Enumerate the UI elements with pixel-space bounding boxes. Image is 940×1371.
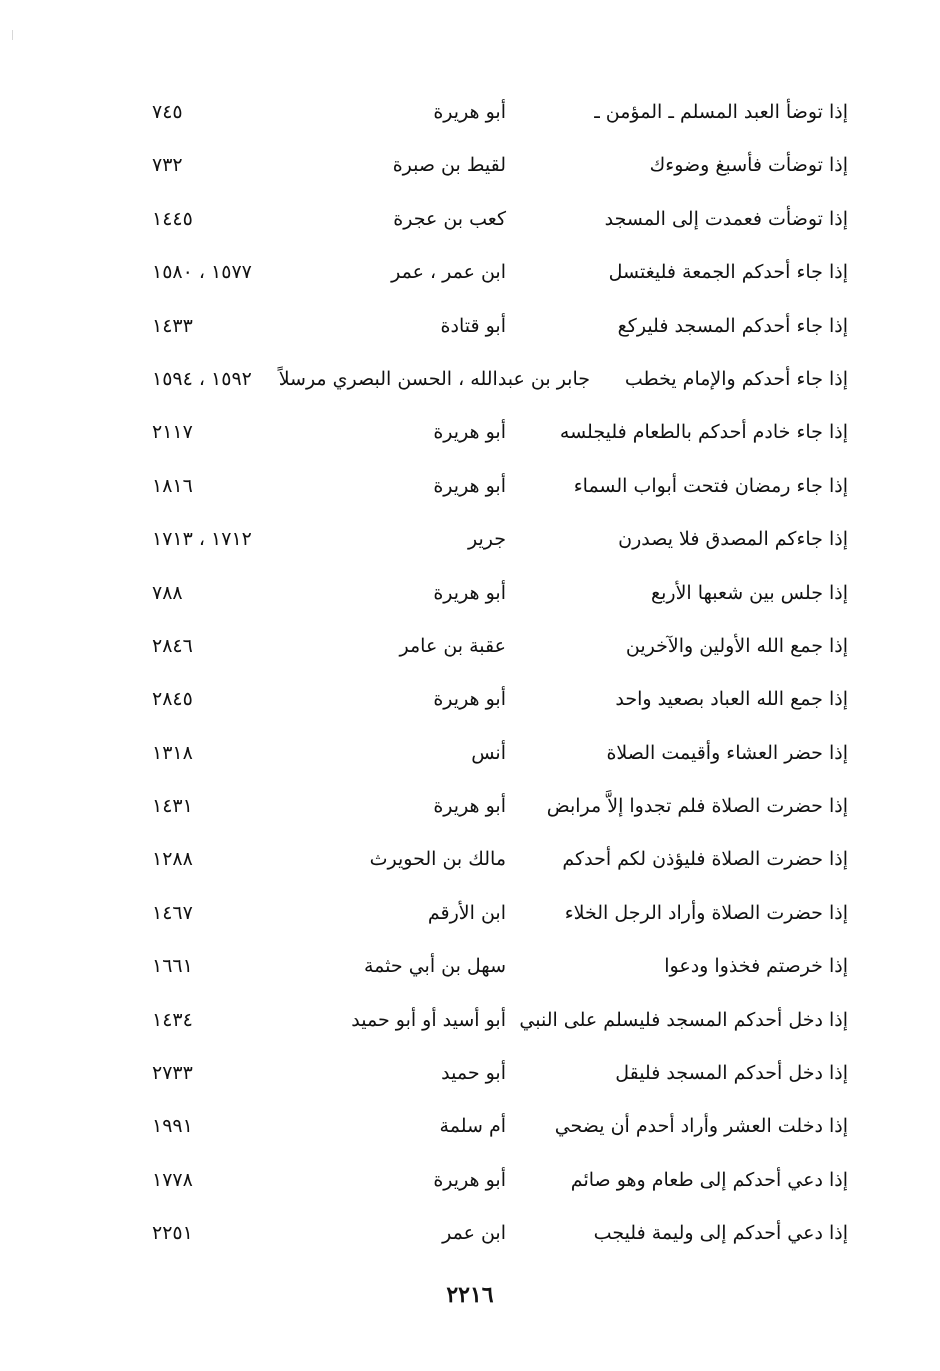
hadith-number: ٢٢٥١: [152, 1222, 193, 1245]
table-row: [140, 300, 852, 353]
hadith-text: إذا دعي أحدكم إلى وليمة فليجب: [593, 1222, 848, 1245]
hadith-number: ٧٣٢: [152, 154, 183, 177]
narrator-name: أبو قتادة: [440, 314, 506, 337]
hadith-text: إذا دخل أحدكم المسجد فليسلم على النبي: [519, 1008, 848, 1031]
narrator-name: أبو هريرة: [433, 1168, 506, 1191]
hadith-text: إذا جمع الله الأولين والآخرين: [625, 634, 848, 657]
hadith-text: إذا جاء أحدكم المسجد فليركع: [617, 314, 848, 337]
table-row: [140, 620, 852, 673]
hadith-index-table: [140, 86, 852, 1261]
table-row: [140, 246, 852, 299]
hadith-text: إذا جاءكم المصدق فلا يصدرن: [618, 528, 848, 551]
narrator-name: ابن عمر ، عمر: [391, 261, 506, 284]
narrator-name: جرير: [468, 528, 506, 551]
hadith-number: ١٤٣٣: [152, 314, 193, 337]
table-row: [140, 833, 852, 886]
table-row: [140, 1207, 852, 1260]
hadith-text: إذا دخل أحدكم المسجد فليقل: [615, 1062, 848, 1085]
narrator-name: ابن الأرقم: [427, 901, 506, 924]
hadith-number: ١٥٩٢ ، ١٥٩٤: [152, 367, 252, 390]
narrator-name: سهل بن أبي حثمة: [364, 955, 506, 978]
hadith-text: إذا جاء أحدكم والإمام يخطب: [624, 367, 848, 390]
hadith-number: ١٦٦١: [152, 955, 193, 978]
narrator-name: أبو أسيد أو أبو حميد: [351, 1008, 506, 1031]
hadith-text: إذا توضأت فعمدت إلى المسجد: [604, 207, 848, 230]
table-row: [140, 353, 852, 406]
scan-margin-mark: [12, 30, 13, 40]
hadith-text: إذا توضأ العبد المسلم ـ المؤمن ـ: [594, 101, 848, 123]
hadith-number: ٧٨٨: [152, 581, 183, 604]
narrator-name: أنس: [471, 741, 506, 764]
table-row: [140, 673, 852, 726]
table-row: [140, 193, 852, 246]
table-row: [140, 567, 852, 620]
narrator-name: جابر بن عبدالله ، الحسن البصري مرسلاً: [278, 367, 590, 390]
hadith-text: إذا جمع الله العباد بصعيد واحد: [615, 688, 848, 711]
narrator-name: عقبة بن عامر: [399, 634, 506, 657]
hadith-number: ٢٨٤٥: [152, 688, 193, 711]
narrator-name: لقيط بن صبرة: [392, 154, 506, 177]
hadith-text: إذا جاء رمضان فتحت أبواب السماء: [573, 474, 848, 497]
hadith-number: ٢٨٤٦: [152, 634, 193, 657]
hadith-number: ١٤٣٤: [152, 1008, 193, 1031]
hadith-text: إذا جلس بين شعبها الأربع: [651, 581, 848, 604]
hadith-text: إذا جاء أحدكم الجمعة فليغتسل: [608, 261, 848, 284]
hadith-text: إذا دعي أحدكم إلى طعام وهو صائم: [570, 1168, 848, 1191]
table-row: [140, 887, 852, 940]
narrator-name: أبو هريرة: [433, 795, 506, 818]
table-row: [140, 940, 852, 993]
table-row: [140, 460, 852, 513]
table-row: [140, 86, 852, 139]
hadith-text: إذا توضأت فأسبغ وضوءك: [649, 154, 848, 177]
hadith-text: إذا دخلت العشر وأراد أحدم أن يضحي: [554, 1115, 848, 1138]
narrator-name: أبو هريرة: [433, 101, 506, 123]
narrator-name: ابن عمر: [442, 1222, 506, 1245]
hadith-number: ١٤٤٥: [152, 207, 193, 230]
narrator-name: مالك بن الحويرث: [369, 848, 506, 871]
hadith-number: ١٩٩١: [152, 1115, 193, 1138]
hadith-text: إذا خرصتم فخذوا ودعوا: [664, 955, 848, 978]
hadith-text: إذا حضر العشاء وأقيمت الصلاة: [606, 741, 848, 764]
hadith-number: ٢٧٣٣: [152, 1062, 193, 1085]
narrator-name: أبو هريرة: [433, 688, 506, 711]
hadith-number: ١٥٧٧ ، ١٥٨٠: [152, 261, 252, 284]
hadith-number: ٢١١٧: [152, 421, 193, 444]
hadith-text: إذا جاء خادم أحدكم بالطعام فليجلسه: [559, 421, 848, 444]
page-number: ٢٢١٦: [446, 1282, 494, 1308]
hadith-number: ٧٤٥: [152, 101, 183, 123]
hadith-text: إذا حضرت الصلاة وأراد الرجل الخلاء: [564, 901, 848, 924]
table-row: [140, 994, 852, 1047]
narrator-name: أبو حميد: [441, 1062, 506, 1085]
table-row: [140, 513, 852, 566]
hadith-number: ١٤٦٧: [152, 901, 193, 924]
hadith-text: إذا حضرت الصلاة فليؤذن لكم أحدكم: [562, 848, 848, 871]
narrator-name: أبو هريرة: [433, 421, 506, 444]
hadith-number: ١٤٣١: [152, 795, 193, 818]
table-row: [140, 406, 852, 459]
table-row: [140, 1100, 852, 1153]
narrator-name: أبو هريرة: [433, 474, 506, 497]
hadith-number: ١٣١٨: [152, 741, 193, 764]
table-row: [140, 139, 852, 192]
table-row: [140, 780, 852, 833]
table-row: [140, 1047, 852, 1100]
hadith-number: ١٧٧٨: [152, 1168, 193, 1191]
hadith-text: إذا حضرت الصلاة فلم تجدوا إلاَّ مرابض: [546, 795, 848, 818]
narrator-name: كعب بن عجرة: [393, 207, 506, 230]
narrator-name: أبو هريرة: [433, 581, 506, 604]
table-row: [140, 1154, 852, 1207]
hadith-number: ١٢٨٨: [152, 848, 193, 871]
table-row: [140, 727, 852, 780]
hadith-number: ١٧١٢ ، ١٧١٣: [152, 528, 252, 551]
hadith-number: ١٨١٦: [152, 474, 193, 497]
narrator-name: أم سلمة: [439, 1115, 506, 1138]
